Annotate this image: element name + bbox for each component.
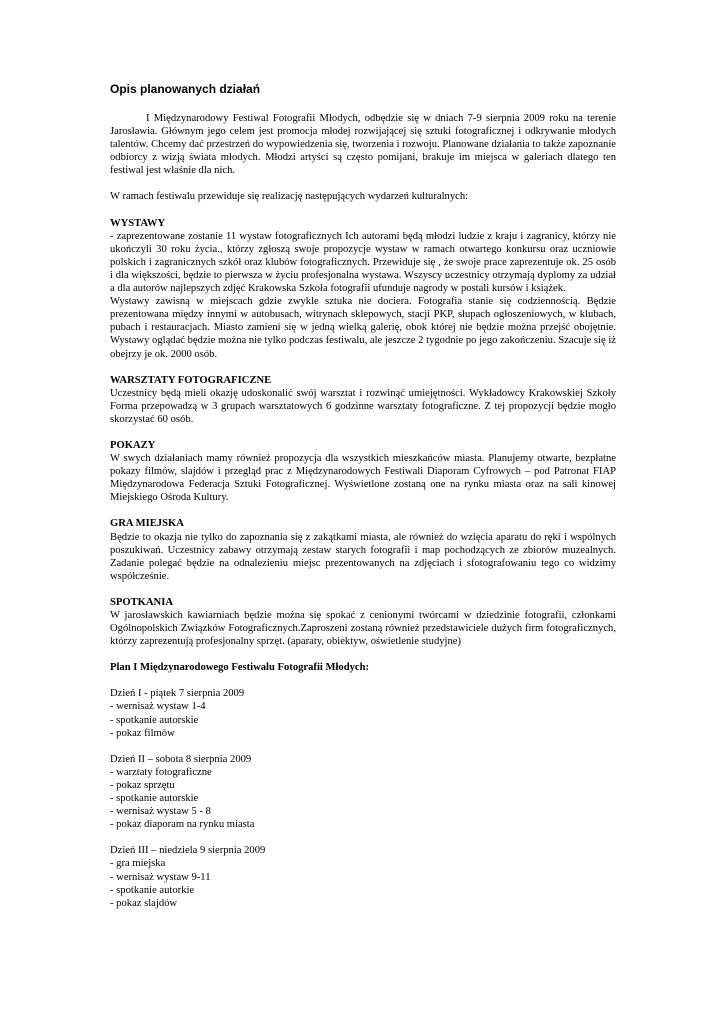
plan-day-2 [110,753,616,832]
section-heading-warsztaty: WARSZTATY FOTOGRAFICZNE [110,374,272,386]
spacer [110,740,616,753]
section-heading-gra: GRA MIEJSKA [110,518,184,530]
section-heading-wystawy: WYSTAWY [110,217,166,229]
spacer [110,648,616,661]
spacer [110,426,616,439]
day-items-list [110,700,616,739]
list-item: - spotkanie autorkie [110,884,195,896]
day-title: Dzień II – sobota 8 sierpnia 2009 [110,753,252,765]
plan-day-1 [110,687,616,739]
gra-paragraph: Będzie to okazja nie tylko do zapoznania się z zakątkami miasta, ale również do wzięcia aparatu do ręki i wspólnych poszukiwań. Uczestnicy zabawy otrzymają zestaw starych fotografii i map pochodzących ze zbiorów muzealnych. Zadanie polegać będzie na odnalezieniu miejsc prezentowanych na zdjęciach i sfotografowaniu tego co widzimy współcześnie. [110,531,616,582]
section-heading-pokazy: POKAZY [110,439,156,451]
list-item: - pokaz sprzętu [110,779,175,791]
pokazy-paragraph: W swych działaniach mamy również propozycja dla wszystkich mieszkańców miasta. Planujemy otwarte, bezpłatne pokazy filmów, slajdów i przegląd prac z Międzynarodowych Festiwali Diaporam Cyfrowych – pod Patronat FIAP Międzynarodowa Federacja Sztuki Fotograficznej. Wyświetlone zostaną one na rynku miasta oraz na sali kinowej Miejskiego Ośroda Kultury. [110,453,616,504]
section-heading-spotkania: SPOTKANIA [110,596,173,608]
wystawy-paragraph-2: Wystawy zawisną w miejscach gdzie zwykle sztuka nie dociera. Fotografia stanie się codziennością. Będzie prezentowana między innymi w autobusach, witrynach sklepowych, stacji PKP, słupach ogłoszeniowych, w klubach, pubach i restauracjach. Miasto zamieni się w jedną wielką galerię, obok której nie będzie można przejść obojętnie. Wystawy oglądać będzie można nie tylko podczas festiwalu, ale jeszcze 2 tygodnie po jego zakończeniu. Szacuje się iż obejrzy je ok. 2000 osób. [110,296,616,360]
events-intro: W ramach festiwalu przewiduje się realizację następujących wydarzeń kulturalnych: [110,191,469,203]
plan-day-3 [110,844,616,909]
intro-paragraph: I Międzynarodowy Festiwal Fotografii Młodych, odbędzie się w dniach 7-9 sierpnia 2009 roku na terenie Jarosławia. Głównym jego celem jest promocja młodej rozwijającej się sztuki fotograficznej i odkrywanie młodych talentów. Chcemy dać przestrzeń do wypowiedzenia się, tworzenia i rozwoju. Planowane działania to także zapoznanie odbiorcy z wizją świata młodych. Młodzi artyści są często pomijani, brakuje im miejsca w galeriach dlatego ten festiwal jest właśnie dla nich. [110,113,616,177]
plan-heading: Plan I Międzynarodowego Festiwalu Fotografii Młodych: [110,662,370,674]
day-items-list [110,857,616,909]
spotkania-paragraph: W jarosławskich kawiarniach będzie można się spokać z cenionymi twórcami w dziedzinie fotografii, członkami Ogólnopolskich Związków Fotograficznych.Zaproszeni zostaną również przedstawiciele dużych firm fotograficznych, którzy zaprezentują profesjonalny sprzęt. (aparaty, obiektyw, oświetlenie studyjne) [110,610,616,648]
spacer [110,831,616,844]
list-item: - wernisaż wystaw 1-4 [110,701,206,713]
spacer [110,361,616,374]
day-title: Dzień I - piątek 7 sierpnia 2009 [110,688,245,700]
warsztaty-paragraph: Uczestnicy będą mieli okazję udoskonalić swój warsztat i rozwinąć umiejętności. Wykładowcy Krakowskiej Szkoły Forma przepowadzą w 3 grupach warsztatowych 6 godzinne warsztaty fotograficzne. Z tej propozycji będzie mogło skorzystać 60 osób. [110,387,616,425]
document-title: Opis planowanych działań [110,82,261,96]
list-item: - spotkanie autorskie [110,714,199,726]
list-item: - spotkanie autorskie [110,793,199,805]
list-item: - pokaz filmów [110,727,175,739]
spacer [110,674,616,687]
list-item: - wernisaż wystaw 5 - 8 [110,806,211,818]
list-item: - gra miejska [110,858,166,870]
list-item: - wernisaż wystaw 9-11 [110,871,211,883]
wystawy-paragraph-1: - zaprezentowane zostanie 11 wystaw fotograficznych Ich autorami będą młodzi ludzie z kraju i zagranicy, którzy nie ukończyli 30 roku życia., którzy zgłoszą swoje propozycje wystaw w ramach otwartego konkursu oraz uczniowie polskich i zagranicznych szkół oraz klubów fotograficznych. Przewiduje się , że swoje prace zaprezentuje ok. 25 osób i dla większości, będzie to pierwsza w życiu profesjonalna wystawa. Wszyscy uczestnicy otrzymają dyplomy za udział a dla autorów najlepszych zdjęć Krakowska Szkoła fotografii ufunduje nagrody w postali kursów i książek. [110,230,616,295]
document-page [110,82,616,910]
spacer [110,204,616,217]
list-item: - pokaz diaporam na rynku miasta [110,819,255,831]
day-title: Dzień III – niedziela 9 sierpnia 2009 [110,845,266,857]
list-item: - warztaty fotograficzne [110,766,212,778]
spacer [110,504,616,517]
list-item: - pokaz slajdów [110,897,178,909]
spacer [110,177,616,190]
spacer [110,583,616,596]
day-items-list [110,766,616,831]
